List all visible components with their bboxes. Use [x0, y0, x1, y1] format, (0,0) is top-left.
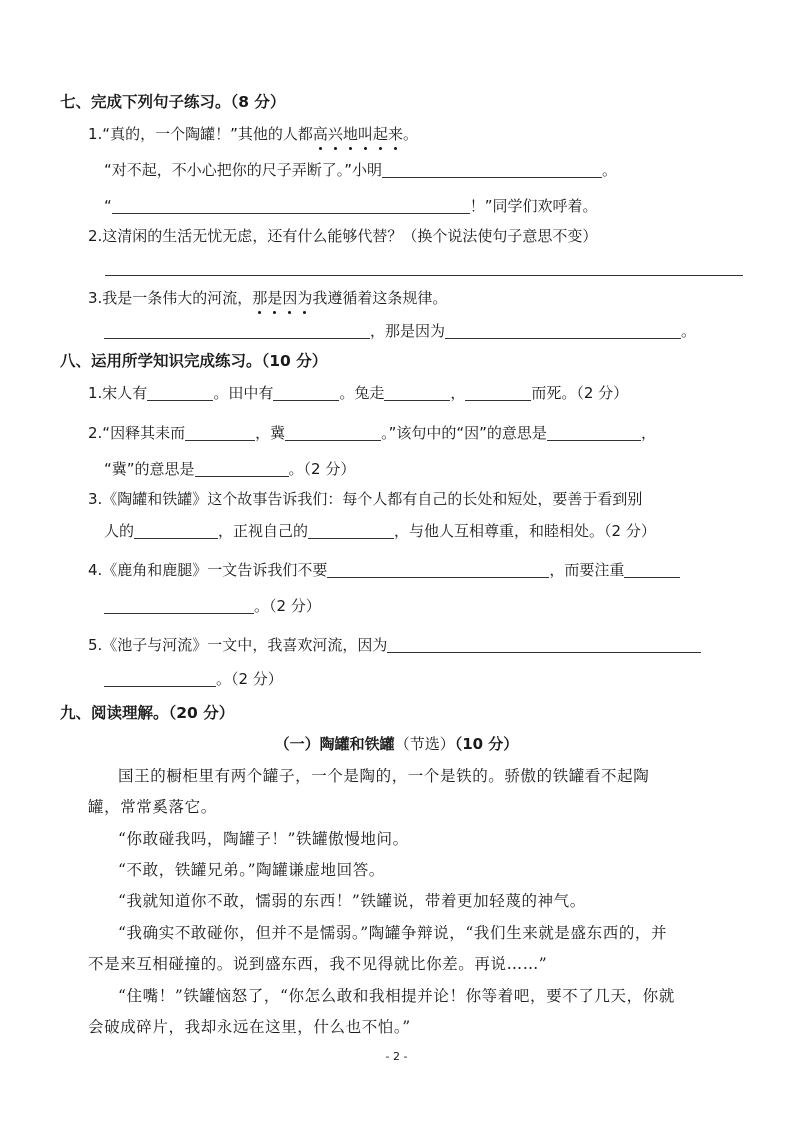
answer-blank[interactable]: [624, 561, 680, 578]
answer-blank[interactable]: [382, 161, 602, 178]
s7-q3-line2-end: 。: [681, 322, 697, 340]
answer-line[interactable]: [105, 275, 743, 276]
answer-blank[interactable]: [387, 636, 701, 653]
s8-q2-d: ，: [640, 424, 656, 442]
passage-line: 会破成碎片，我却永远在这里，什么也不怕。”: [88, 1018, 411, 1036]
emphasis-char: 兴: [327, 125, 343, 143]
s8-q3-c: ，与他人互相尊重，和睦相处。（2 分）: [394, 522, 656, 540]
s8-q2-line2: [104, 459, 355, 479]
s8-q1-b: 。田中有: [213, 384, 274, 402]
s8-q5-line2-end: 。（2 分）: [216, 670, 283, 688]
section-9-title: 九、阅读理解。（20 分）: [60, 704, 235, 722]
answer-blank[interactable]: [327, 561, 549, 578]
reading-subtitle-title: （一）陶罐和铁罐: [274, 735, 395, 753]
s7-q1-prefix: 1.“真的，一个陶罐！”其他的人都: [88, 125, 313, 143]
s8-q4-a: 4.《鹿角和鹿腿》一文告诉我们不要: [88, 561, 328, 579]
s7-q3-line1: [88, 288, 447, 308]
s8-q4-b: ，而要注重: [549, 561, 625, 579]
passage-line: 罐，常常奚落它。: [88, 798, 217, 816]
emphasis-char: 起: [372, 125, 388, 143]
answer-blank[interactable]: [285, 424, 381, 441]
emphasis-char: 高: [312, 125, 328, 143]
answer-blank[interactable]: [147, 384, 213, 401]
passage-line: “我确实不敢碰你，但并不是懦弱。”陶罐争辩说，“我们生来就是盛东西的，并: [118, 924, 668, 942]
s7-q3-suffix: 我遵循着这条规律。: [312, 289, 448, 307]
s7-q3-prefix: 3.我是一条伟大的河流，: [88, 289, 253, 307]
answer-blank[interactable]: [547, 424, 641, 441]
s8-q2-line2-b: 。（2 分）: [288, 460, 356, 478]
answer-blank[interactable]: [465, 384, 531, 401]
s7-q1-line2-text: “对不起，不小心把你的尺子弄断了。”小明: [104, 161, 383, 179]
s7-q1-line3-start: “: [104, 197, 112, 215]
s7-q1-suffix: 。: [402, 125, 418, 143]
answer-blank[interactable]: [384, 384, 450, 401]
emphasis-char: 为: [297, 289, 313, 307]
answer-blank[interactable]: [445, 322, 681, 339]
s8-q1-e: 而死。（2 分）: [531, 384, 629, 402]
s8-q1-d: ，: [450, 384, 466, 402]
answer-blank[interactable]: [112, 197, 470, 214]
passage-line: “不敢，铁罐兄弟。”陶罐谦虚地回答。: [118, 861, 385, 879]
answer-blank[interactable]: [104, 597, 254, 614]
s8-q4-line1: [88, 560, 680, 580]
answer-blank[interactable]: [104, 670, 216, 687]
s8-q5-a: 5.《池子与河流》一文中，我喜欢河流，因为: [88, 636, 388, 654]
passage-line: 国王的橱柜里有两个罐子，一个是陶的，一个是铁的。骄傲的铁罐看不起陶: [118, 767, 650, 785]
s8-q5-line2: [104, 669, 283, 689]
s7-q1-line1: [88, 124, 418, 144]
passage-line: 不是来互相碰撞的。说到盛东西，我不见得就比你差。再说……”: [88, 955, 548, 973]
page-number: - 2 -: [385, 1050, 408, 1063]
reading-subtitle-note: （节选）: [394, 735, 455, 753]
s7-q3-line2: [104, 321, 696, 341]
s8-q4-line2: [104, 596, 321, 616]
answer-blank[interactable]: [104, 322, 370, 339]
s8-q5-line1: [88, 635, 701, 655]
answer-blank[interactable]: [308, 522, 394, 539]
passage-line: “住嘴！”铁罐恼怒了，“你怎么敢和我相提并论！你等着吧，要不了几天，你就: [118, 987, 675, 1005]
s7-q1-line2: [104, 160, 617, 180]
s8-q2-a: 2.“因释其耒而: [88, 424, 186, 442]
s7-q1-line3-end: ！”同学们欢呼着。: [469, 197, 598, 215]
answer-blank[interactable]: [273, 384, 339, 401]
s8-q4-line2-end: 。（2 分）: [254, 597, 321, 615]
s8-q3-line2: [104, 521, 656, 541]
section-8-title: 八、运用所学知识完成练习。（10 分）: [60, 352, 328, 370]
s8-q2-line2-a: “冀”的意思是: [104, 460, 195, 478]
emphasis-char: 叫: [357, 125, 373, 143]
emphasis-char: 地: [342, 125, 358, 143]
emphasis-char: 那: [252, 289, 268, 307]
answer-blank[interactable]: [185, 424, 255, 441]
s7-q1-line2-end: 。: [602, 161, 618, 179]
s8-q1-c: 。兔走: [339, 384, 385, 402]
passage-line: “我就知道你不敢，懦弱的东西！”铁罐说，带着更加轻蔑的神气。: [118, 892, 586, 910]
answer-blank[interactable]: [134, 522, 218, 539]
s8-q3-a: 人的: [104, 522, 135, 540]
passage-line: “你敢碰我吗，陶罐子！”铁罐傲慢地问。: [118, 830, 409, 848]
emphasis-char: 来: [387, 125, 403, 143]
emphasis-char: 是: [267, 289, 283, 307]
s8-q2-b: ，冀: [255, 424, 286, 442]
s8-q2-c: 。”该句中的“因”的意思是: [381, 424, 547, 442]
emphasis-char: 因: [282, 289, 298, 307]
s7-q1-line3: [104, 196, 598, 216]
answer-blank[interactable]: [195, 460, 289, 477]
s7-q3-line2-mid: ，那是因为: [370, 322, 446, 340]
s8-q3-line1: 3.《陶罐和铁罐》这个故事告诉我们：每个人都有自己的长处和短处，要善于看到别: [88, 490, 643, 508]
reading-subtitle: [0, 734, 793, 754]
s8-q1-a: 1.宋人有: [88, 384, 148, 402]
s7-q2: 2.这清闲的生活无忧无虑，还有什么能够代替？（换个说法使句子意思不变）: [88, 227, 598, 245]
s8-q1: [88, 383, 628, 403]
s8-q3-b: ，正视自己的: [218, 522, 309, 540]
s8-q2-line1: [88, 423, 656, 443]
section-7-title: 七、完成下列句子练习。（8 分）: [60, 93, 286, 111]
reading-subtitle-score: （10 分）: [454, 735, 519, 753]
